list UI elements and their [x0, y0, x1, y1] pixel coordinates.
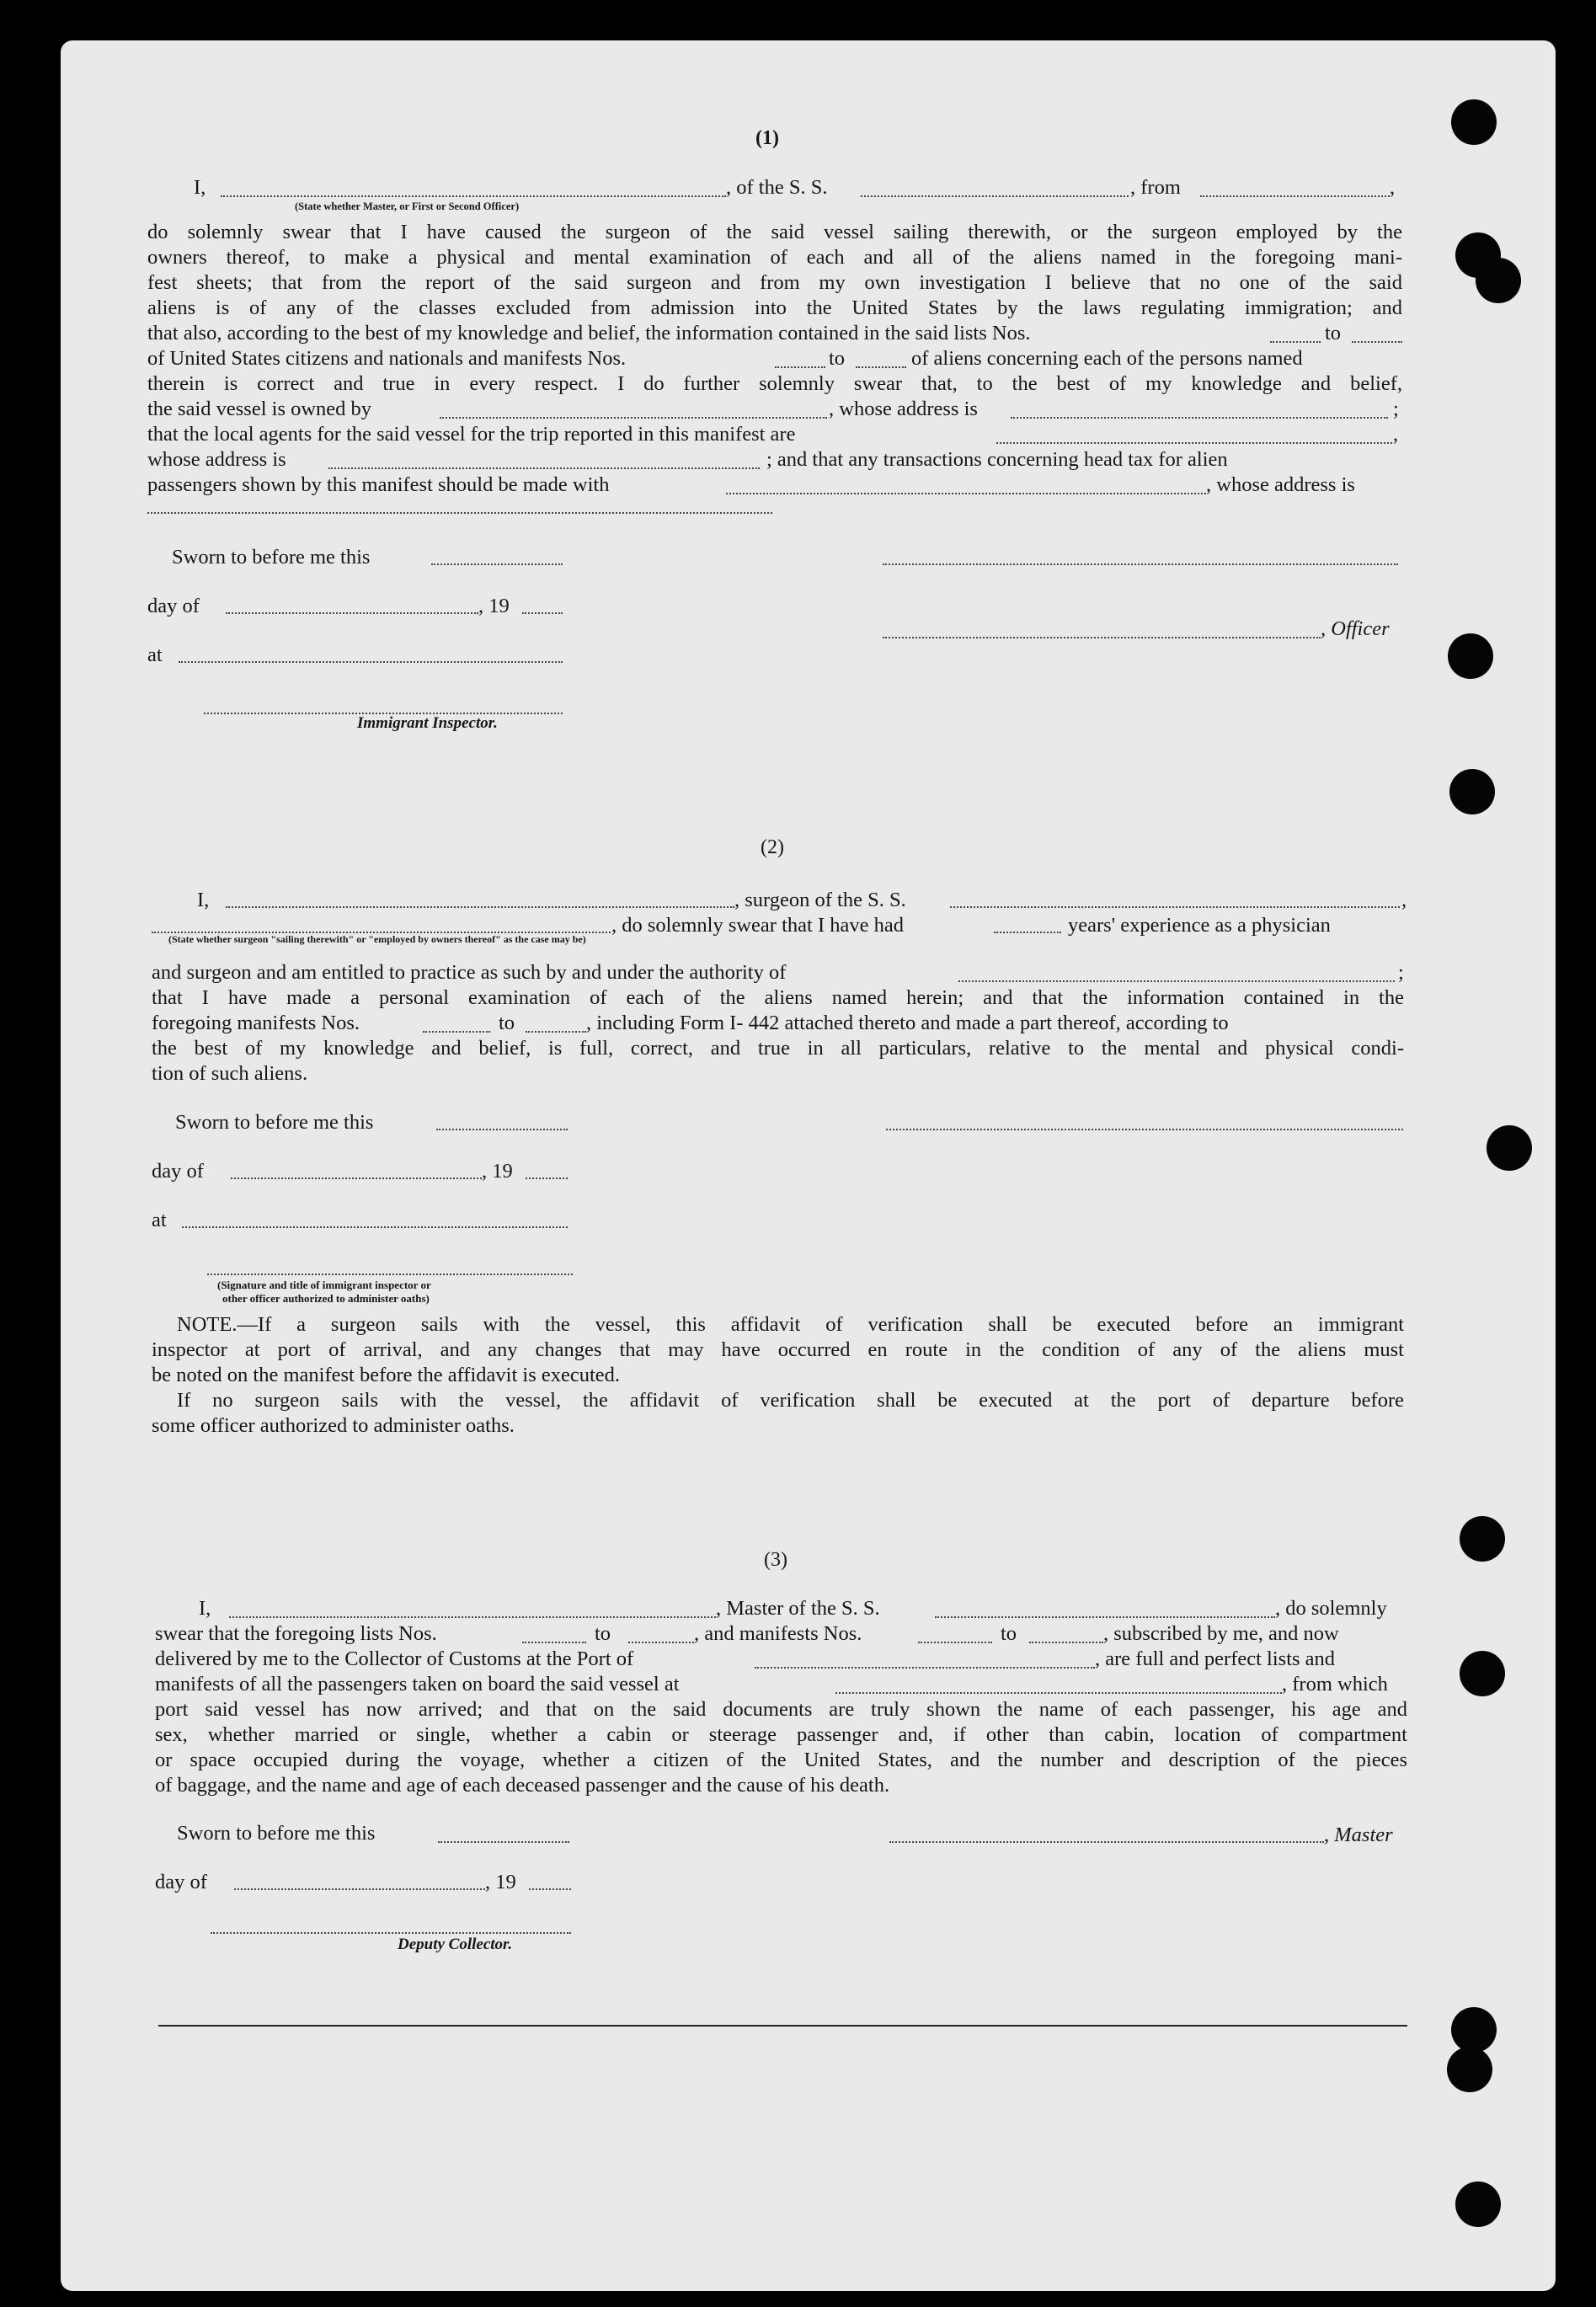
s1-vessel-field[interactable] — [861, 195, 1129, 197]
punch-hole-11 — [1455, 2182, 1501, 2227]
s1-from-field[interactable] — [1200, 195, 1390, 197]
section-2-number: (2) — [761, 836, 784, 858]
s3-line1-tail: , do solemnly — [1275, 1597, 1387, 1620]
s2-signature-caption-1: (Signature and title of immigrant inspector or — [217, 1279, 431, 1291]
s1-officer-caption: (State whether Master, or First or Second Officer) — [295, 200, 520, 212]
s3-line2-to2: to — [1001, 1622, 1017, 1645]
s1-manifests-to-field[interactable] — [856, 366, 906, 368]
s2-line5-to: to — [499, 1012, 515, 1034]
s3-text-line: sex, whether married or single, whether a cabin or steerage passenger and, if other than cabin, location of compartment — [155, 1723, 1407, 1746]
s1-sworn-day-field[interactable] — [431, 563, 563, 565]
punch-hole-1 — [1451, 99, 1497, 145]
s1-line9-owned: the said vessel is owned by — [147, 398, 372, 420]
s1-line11-address: whose address is — [147, 448, 286, 471]
s1-manifests-from-field[interactable] — [775, 366, 825, 368]
s3-line1-i: I, — [199, 1597, 211, 1620]
s1-agents-field[interactable] — [996, 442, 1392, 444]
punch-hole-5 — [1449, 769, 1495, 814]
s1-month-field[interactable] — [226, 612, 478, 614]
s1-text-line: do solemnly swear that I have caused the surgeon of the said vessel sailing therewith, or the surgeon employed by the — [147, 221, 1402, 243]
s3-master-label: , Master — [1324, 1824, 1393, 1846]
s3-manifests-to-field[interactable] — [1029, 1642, 1103, 1643]
s1-line12-tail: , whose address is — [1206, 473, 1355, 496]
s2-note — [152, 1312, 1404, 1363]
s1-line1-from: , from — [1130, 176, 1181, 199]
s1-inspector-label: Immigrant Inspector. — [357, 714, 498, 732]
s3-vessel-field[interactable] — [935, 1616, 1275, 1618]
s3-year-field[interactable] — [529, 1888, 571, 1890]
s3-line2-head: swear that the foregoing lists Nos. — [155, 1622, 437, 1645]
s3-line2-manifests: , and manifests Nos. — [694, 1622, 862, 1645]
s1-lists-from-field[interactable] — [1270, 341, 1321, 343]
s2-surgeon-caption: (State whether surgeon "sailing therewith" or "employed by owners thereof" as the case may be) — [168, 933, 586, 945]
s1-line7-to: to — [829, 347, 846, 370]
s3-line3-head: delivered by me to the Collector of Customs at the Port of — [155, 1647, 634, 1670]
s1-head-tax-address-field[interactable] — [147, 512, 772, 514]
s3-sworn-label: Sworn to before me this — [177, 1822, 376, 1845]
s1-line10-agents: that the local agents for the said vessel for the trip reported in this manifest are — [147, 423, 796, 446]
punch-hole-6 — [1487, 1125, 1532, 1171]
s2-line3: and surgeon and am entitled to practice as such by and under the authority of — [152, 961, 787, 984]
s1-text-line: aliens is of any of the classes excluded from admission into the United States by the laws regulating immigration; and — [147, 296, 1402, 319]
punch-hole-8 — [1460, 1651, 1505, 1696]
s1-line6: that also, according to the best of my knowledge and belief, the information contained in the said lists Nos. — [147, 322, 1031, 344]
s1-at-label: at — [147, 644, 163, 666]
punch-hole-3 — [1476, 258, 1521, 303]
s1-line1-i: I, — [194, 176, 206, 199]
s2-inspector-signature-field[interactable] — [207, 1274, 573, 1275]
s2-manifests-from-field[interactable] — [423, 1031, 490, 1033]
punch-hole-9 — [1451, 2007, 1497, 2053]
s3-text-line: port said vessel has now arrived; and that on the said documents are truly shown the name of each passenger, his age and — [155, 1698, 1407, 1721]
s2-note-line: NOTE.—If a surgeon sails with the vessel, this affidavit of verification shall be executed before an immigrant — [177, 1313, 1404, 1336]
s1-line9-address: , whose address is — [829, 398, 978, 420]
s2-vessel-field[interactable] — [950, 906, 1400, 908]
s3-line2-tail: , subscribed by me, and now — [1103, 1622, 1339, 1645]
s2-line1-comma: , — [1401, 889, 1407, 911]
s3-day-label: day of — [155, 1871, 207, 1893]
s2-note2: If no surgeon sails with the vessel, the affidavit of verification shall be executed at the port of departure before — [177, 1389, 1404, 1412]
s1-officer-name-field[interactable] — [221, 195, 726, 197]
s3-text-line: or space occupied during the voyage, whether a citizen of the United States, and the number and description of the pieces — [155, 1749, 1407, 1771]
s3-manifests-from-field[interactable] — [918, 1642, 992, 1643]
s3-paragraph — [155, 1697, 1407, 1773]
s3-boarding-port-field[interactable] — [835, 1692, 1282, 1694]
s2-note-last: be noted on the manifest before the affidavit is executed. — [152, 1364, 621, 1386]
s1-line7: of United States citizens and nationals and manifests Nos. — [147, 347, 627, 370]
s1-lists-to-field[interactable] — [1352, 341, 1402, 343]
s1-year-label: , 19 — [478, 595, 510, 617]
section-1-number: (1) — [755, 127, 779, 149]
s3-port-field[interactable] — [755, 1667, 1095, 1669]
s3-deputy-label: Deputy Collector. — [398, 1936, 513, 1953]
s3-year-label: , 19 — [485, 1871, 516, 1893]
s1-officer-signature-field[interactable] — [883, 563, 1398, 565]
s3-sworn-day-field[interactable] — [438, 1841, 569, 1843]
s3-month-field[interactable] — [234, 1888, 485, 1890]
s3-line2-to: to — [595, 1622, 611, 1645]
s1-at-field[interactable] — [179, 661, 563, 663]
s2-line4: that I have made a personal examination of each of the aliens named herein; and that the information contained in the — [152, 986, 1404, 1009]
s1-owner-field[interactable] — [440, 417, 827, 419]
s2-line1-ss: , surgeon of the S. S. — [734, 889, 906, 911]
s1-line11-tail: ; and that any transactions concerning head tax for alien — [766, 448, 1228, 471]
s1-text-line: fest sheets; that from the report of the said surgeon and from my own investigation I believe that no one of the said — [147, 271, 1402, 294]
s1-line10-comma: , — [1393, 423, 1399, 446]
s1-officer-title-field[interactable] — [883, 637, 1321, 638]
punch-hole-7 — [1460, 1516, 1505, 1562]
s1-line1-comma: , — [1390, 176, 1396, 199]
s1-owner-address-field[interactable] — [1011, 417, 1388, 419]
section-3-number: (3) — [764, 1549, 787, 1571]
s1-day-label: day of — [147, 595, 200, 617]
punch-hole-4 — [1448, 633, 1493, 679]
s2-month-field[interactable] — [231, 1178, 482, 1179]
s3-lists-from-field[interactable] — [522, 1642, 586, 1643]
s3-deputy-signature-field[interactable] — [211, 1932, 571, 1934]
s2-manifests-to-field[interactable] — [526, 1031, 586, 1033]
s1-line6-to: to — [1325, 322, 1342, 344]
s2-at-field[interactable] — [182, 1226, 568, 1228]
s2-line5-head: foregoing manifests Nos. — [152, 1012, 360, 1034]
s3-lists-to-field[interactable] — [628, 1642, 694, 1643]
s2-line6: the best of my knowledge and belief, is full, correct, and true in all particulars, relative to the mental and physical condi- — [152, 1037, 1404, 1060]
s2-line2-tail: years' experience as a physician — [1068, 914, 1331, 937]
s2-signature-caption-2: other officer authorized to administer oaths) — [222, 1292, 430, 1305]
s3-master-signature-field[interactable] — [889, 1841, 1324, 1843]
s3-line4-head: manifests of all the passengers taken on board the said vessel at — [155, 1673, 680, 1696]
s1-text-line: owners thereof, to make a physical and mental examination of each and all of the aliens named in the foregoing mani- — [147, 246, 1402, 269]
s2-day-label: day of — [152, 1160, 204, 1183]
s1-line7-tail: of aliens concerning each of the persons named — [911, 347, 1303, 370]
s2-line3-semicolon: ; — [1398, 961, 1404, 984]
s2-line5-tail: , including Form I- 442 attached thereto and made a part thereof, according to — [586, 1012, 1229, 1034]
s1-line1-ss: , of the S. S. — [726, 176, 828, 199]
s2-sworn-label: Sworn to before me this — [175, 1111, 374, 1134]
bottom-rule — [158, 2025, 1407, 2027]
s2-note2-last: some officer authorized to administer oaths. — [152, 1414, 515, 1437]
s3-line1-ss: , Master of the S. S. — [716, 1597, 880, 1620]
s1-line9-semicolon: ; — [1393, 398, 1399, 420]
s2-at-label: at — [152, 1209, 167, 1231]
punch-hole-10 — [1447, 2047, 1492, 2092]
s2-line7: tion of such aliens. — [152, 1062, 308, 1085]
s2-surgeon-name-field[interactable] — [226, 906, 734, 908]
s3-master-name-field[interactable] — [229, 1616, 716, 1618]
s1-agents-address-field[interactable] — [328, 467, 760, 469]
s2-surgeon-signature-field[interactable] — [886, 1129, 1403, 1130]
s2-note-line: inspector at port of arrival, and any changes that may have occurred en route in the condition of any of the aliens must — [152, 1338, 1404, 1361]
s2-year-field[interactable] — [526, 1178, 568, 1179]
s2-authority-field[interactable] — [958, 980, 1395, 982]
s2-sworn-day-field[interactable] — [436, 1129, 568, 1130]
s2-line2-head: , do solemnly swear that I have had — [611, 914, 904, 937]
s1-paragraph — [147, 220, 1402, 321]
s2-year-label: , 19 — [482, 1160, 513, 1183]
s1-year-field[interactable] — [522, 612, 563, 614]
s1-head-tax-field[interactable] — [726, 493, 1206, 494]
s3-line4-tail: , from which — [1282, 1673, 1388, 1696]
s1-line8: therein is correct and true in every respect. I do further solemnly swear that, to the best of my knowledge and belief, — [147, 372, 1402, 395]
s1-line12-head: passengers shown by this manifest should be made with — [147, 473, 610, 496]
s3-last-line: of baggage, and the name and age of each deceased passenger and the cause of his death. — [155, 1774, 890, 1797]
s1-officer-label: , Officer — [1321, 617, 1390, 640]
s3-line3-tail: , are full and perfect lists and — [1095, 1647, 1336, 1670]
s2-line1-i: I, — [197, 889, 210, 911]
s2-years-field[interactable] — [994, 932, 1061, 933]
s1-sworn-label: Sworn to before me this — [172, 546, 371, 569]
